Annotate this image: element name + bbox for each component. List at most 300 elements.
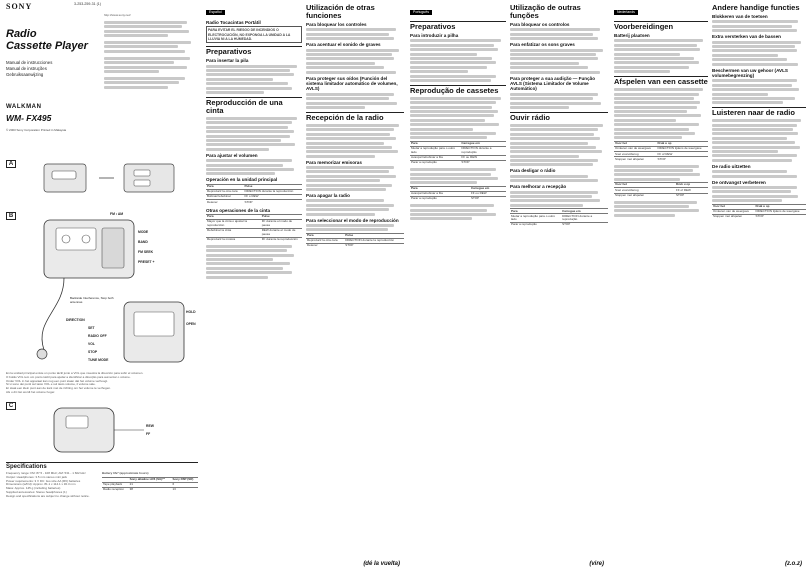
text-line bbox=[306, 93, 394, 96]
text-line bbox=[614, 44, 697, 47]
nl-voorbereidingen: Voorbereidingen bbox=[614, 21, 708, 31]
title-line-1: Radio bbox=[6, 28, 37, 40]
text-line bbox=[614, 101, 700, 104]
table-row bbox=[510, 223, 608, 228]
table-cell: DIRECTION durante a reprodução bbox=[561, 214, 608, 223]
table-cell: DIRECTION durante la reproducción bbox=[243, 189, 302, 194]
text-line bbox=[306, 204, 394, 207]
text-line bbox=[410, 70, 468, 73]
text-line bbox=[510, 128, 598, 131]
text-line bbox=[510, 97, 593, 100]
text-line bbox=[206, 276, 268, 279]
text-line bbox=[104, 45, 178, 48]
es-sub-apagar: Para apagar la radio bbox=[306, 193, 350, 199]
text-line bbox=[614, 214, 675, 217]
pt-sub-graves: Para enfatizar os sons graves bbox=[510, 42, 575, 48]
portuguese-column-2 bbox=[510, 0, 608, 571]
table-cell: 13 bbox=[171, 488, 198, 493]
nl-op-table-2 bbox=[614, 182, 708, 198]
table-cell: FF of REW bbox=[675, 188, 708, 193]
es-sub-avls: Para proteger sus oídos (Función del sistema limitador automático de volumen, AVLS) bbox=[306, 75, 398, 92]
es-sub-vol: Para ajustar el volumen bbox=[206, 152, 258, 158]
table-cell: FF ou REW bbox=[470, 191, 506, 196]
text-line bbox=[206, 135, 290, 138]
text-line bbox=[614, 93, 699, 96]
text-line bbox=[510, 57, 598, 60]
text-line bbox=[510, 133, 594, 136]
table-cell: Reproducir la otra cara bbox=[206, 189, 243, 194]
text-line bbox=[614, 128, 689, 131]
table-header: Carregue em bbox=[561, 209, 608, 214]
text-line bbox=[206, 271, 292, 274]
text-line bbox=[206, 87, 292, 90]
text-line bbox=[712, 175, 797, 178]
text-line bbox=[306, 137, 396, 140]
text-line bbox=[206, 258, 273, 261]
pt-sub-avls: Para proteger a sua audição — Função AVLS (Sistema Limitador de Volume Automático) bbox=[510, 75, 596, 92]
es-sub-memo2: Para seleccionar el modo de reproducción bbox=[306, 217, 399, 223]
label-rew: REW bbox=[146, 424, 154, 428]
label-hold: HOLD bbox=[186, 310, 196, 314]
text-line bbox=[104, 81, 179, 84]
text-line bbox=[206, 148, 269, 151]
text-line bbox=[410, 110, 498, 113]
table-cell: 21 bbox=[129, 482, 172, 487]
text-line bbox=[410, 123, 499, 126]
pt-mode-table bbox=[510, 208, 608, 227]
table-header: Para bbox=[306, 233, 344, 238]
text-line bbox=[614, 53, 680, 56]
table-cell: STOP bbox=[675, 193, 708, 198]
label-band: BAND bbox=[138, 240, 148, 244]
label-ff: FF bbox=[146, 432, 151, 436]
dutch-column-2 bbox=[712, 0, 806, 571]
nl-sub-avls: Beschermen van uw gehoor (AVLS volumebegrenzing) bbox=[712, 67, 788, 78]
text-line bbox=[712, 186, 797, 189]
label-backside: Backside Interference, Stop both antennas bbox=[70, 296, 114, 304]
text-line bbox=[104, 66, 187, 69]
text-line bbox=[510, 49, 603, 52]
text-line bbox=[206, 164, 283, 167]
text-line bbox=[206, 168, 294, 171]
text-line bbox=[712, 79, 797, 82]
text-line bbox=[614, 88, 703, 91]
text-line bbox=[104, 86, 168, 89]
text-line bbox=[410, 61, 496, 64]
text-line bbox=[306, 228, 388, 231]
text-line bbox=[510, 146, 596, 149]
text-line bbox=[206, 121, 292, 124]
text-line bbox=[410, 44, 494, 47]
nl-sub-extra: Extra versterken van de bassen bbox=[712, 34, 781, 40]
es-turn-over: (dé la vuelta) bbox=[363, 561, 400, 567]
text-line bbox=[410, 75, 496, 78]
title-line-2: Cassette Player bbox=[6, 40, 88, 52]
text-line bbox=[306, 102, 397, 105]
text-line bbox=[306, 179, 380, 182]
text-line bbox=[712, 97, 795, 100]
table-cell: STOP bbox=[657, 157, 708, 162]
text-line bbox=[410, 106, 492, 109]
text-line bbox=[510, 28, 600, 31]
table-row bbox=[712, 214, 806, 219]
text-line bbox=[510, 150, 602, 153]
table-cell: 38 bbox=[129, 488, 172, 493]
text-line bbox=[712, 41, 801, 44]
text-line bbox=[206, 82, 288, 85]
figure-a bbox=[4, 158, 200, 198]
text-line bbox=[712, 195, 798, 198]
nl-andere: Andere handige functies bbox=[712, 3, 800, 12]
text-line bbox=[410, 217, 472, 220]
battery-table bbox=[102, 477, 198, 493]
pt-sub-desligar: Para desligar o rádio bbox=[510, 168, 556, 174]
es-mode-table bbox=[306, 233, 404, 249]
text-line bbox=[410, 177, 498, 180]
table-row bbox=[102, 488, 198, 493]
sony-logo: SONY bbox=[6, 2, 33, 11]
table-cell: Rebobinar la cinta bbox=[206, 228, 261, 237]
table-header: Carregue em bbox=[470, 186, 506, 191]
nl-sub-batterij: Batterij plaatsen bbox=[614, 33, 650, 38]
text-line bbox=[306, 213, 375, 216]
table-cell: Stoppen met afspelen bbox=[712, 214, 755, 219]
es-op-table bbox=[206, 184, 302, 205]
manual-nl: Gebruiksaanwijzing bbox=[6, 72, 44, 77]
portuguese-column-1 bbox=[410, 0, 506, 571]
text-line bbox=[306, 133, 390, 136]
table-cell: FF durante el modo de pausa bbox=[261, 220, 302, 229]
nl-afspelen: Afspelen van een cassette bbox=[614, 77, 708, 87]
text-line bbox=[410, 57, 492, 60]
text-line bbox=[306, 224, 394, 227]
vol-note: Si vi sono dei punti sul tasto VOL e sul tasto volume, il volume sale. bbox=[6, 382, 96, 387]
nl-sub-uit: De radio uitzetten bbox=[712, 163, 751, 169]
specifications bbox=[6, 462, 198, 499]
table-cell: DIRECTION durante la reproducción bbox=[344, 238, 404, 243]
pt-op-table bbox=[410, 141, 506, 165]
spanish-column-2 bbox=[306, 0, 404, 571]
website: http://www.sony.net/ bbox=[104, 13, 131, 17]
table-cell: DIRECTION durante a reprodução bbox=[460, 147, 506, 156]
figure-label-a: A bbox=[6, 160, 16, 168]
label-radio-off: RADIO OFF bbox=[88, 334, 107, 338]
text-line bbox=[104, 50, 185, 53]
specs-title: Specifications bbox=[6, 462, 198, 470]
text-line bbox=[712, 141, 795, 144]
es-preparativos: Preparativos bbox=[206, 46, 302, 56]
text-line bbox=[306, 97, 389, 100]
table-header: Voor het bbox=[712, 204, 755, 209]
cover-right-text bbox=[104, 14, 196, 90]
table-cell: Parar a reprodução bbox=[410, 197, 470, 202]
table-header: Para bbox=[510, 209, 561, 214]
text-line bbox=[614, 114, 701, 117]
label-tune-mode: TUNE MODE bbox=[88, 358, 109, 362]
nl-op-table bbox=[614, 141, 708, 162]
table-header: Para bbox=[410, 141, 460, 146]
cover-column bbox=[4, 0, 200, 571]
text-line bbox=[206, 172, 275, 175]
table-cell: Mudar a reprodução para o outro lado bbox=[510, 214, 561, 223]
player-illustration bbox=[4, 210, 200, 370]
pt-utilizacao: Utilização de outras funções bbox=[510, 3, 581, 20]
table-row bbox=[206, 237, 302, 242]
nl-sub-blokkeren: Blokkeren van de toetsen bbox=[712, 14, 768, 19]
table-header: Voor het bbox=[614, 141, 657, 146]
text-line bbox=[104, 30, 189, 33]
table-cell: FF of REW bbox=[657, 152, 708, 157]
text-line bbox=[104, 41, 191, 44]
text-line bbox=[712, 154, 797, 157]
vol-note: Er staat een klein punt aan de kant met de richting om het volume te verhogen. bbox=[6, 386, 111, 391]
text-line bbox=[306, 155, 375, 158]
text-line bbox=[206, 249, 287, 252]
text-line bbox=[712, 63, 798, 66]
label-open: OPEN bbox=[186, 322, 196, 326]
table-header: Pulse bbox=[261, 214, 302, 219]
text-line bbox=[510, 155, 579, 158]
table-cell: Snel vooruit/terug bbox=[614, 152, 657, 157]
text-line bbox=[206, 245, 292, 248]
text-line bbox=[510, 137, 600, 140]
text-line bbox=[410, 97, 501, 100]
text-line bbox=[614, 136, 682, 139]
text-line bbox=[104, 21, 187, 24]
pt-op-table-2 bbox=[410, 186, 506, 202]
footer-note: Design and specifications are subject to change without notice. bbox=[6, 494, 90, 499]
nl-mode-table bbox=[712, 204, 806, 220]
table-cell: 6 bbox=[171, 482, 198, 487]
vol-note: Als u dit ziet wordt het volume hoger. bbox=[6, 389, 56, 394]
battery-table-header: Sony R6P (SR) bbox=[171, 477, 198, 482]
table-header: Druk u op bbox=[675, 183, 708, 188]
text-line bbox=[410, 136, 487, 139]
text-line bbox=[614, 205, 689, 208]
text-line bbox=[510, 191, 598, 194]
model-code: 3-253-259-31 (1) bbox=[74, 2, 101, 6]
text-line bbox=[510, 195, 592, 198]
table-cell: Parar a reprodução bbox=[410, 160, 460, 165]
pt-turn-over: (vire) bbox=[589, 561, 604, 567]
text-line bbox=[206, 139, 281, 142]
text-line bbox=[510, 62, 579, 65]
text-line bbox=[712, 25, 792, 28]
table-row bbox=[510, 214, 608, 223]
lang-tab-nl: Nederlands bbox=[614, 10, 638, 15]
text-line bbox=[206, 65, 297, 68]
nl-turn-over: (z.o.z) bbox=[785, 561, 802, 567]
text-line bbox=[206, 126, 288, 129]
text-line bbox=[306, 184, 392, 187]
manual-pt: Manual de instruções bbox=[6, 66, 47, 71]
text-line bbox=[614, 201, 697, 204]
text-line bbox=[712, 49, 797, 52]
text-line bbox=[306, 62, 375, 65]
text-line bbox=[306, 142, 384, 145]
text-line bbox=[410, 79, 491, 82]
spec-item: Power requirements: 3 V DC: two size AA (R6) batteries bbox=[6, 478, 81, 483]
text-line bbox=[410, 213, 496, 216]
table-cell: Radio reception bbox=[102, 488, 129, 493]
text-line bbox=[410, 173, 491, 176]
text-line bbox=[306, 53, 392, 56]
spec-item: Dimensions (w/h/d): Approx. 81.1 x 114.1 x 30.3 mm bbox=[6, 482, 76, 487]
text-line bbox=[614, 48, 700, 51]
text-line bbox=[410, 204, 494, 207]
spec-item: Supplied accessories: Stereo headphones (1) bbox=[6, 489, 67, 494]
table-cell: Snel vooruit/terug bbox=[614, 188, 675, 193]
text-line bbox=[410, 39, 501, 42]
table-cell: Parar a reprodução bbox=[510, 223, 561, 228]
spec-item: Mass: Approx. 145 g (including batteries) bbox=[6, 486, 61, 491]
text-line bbox=[614, 106, 697, 109]
text-line bbox=[510, 124, 603, 127]
lang-tab-es: Español bbox=[206, 10, 225, 15]
text-line bbox=[306, 49, 399, 52]
text-line bbox=[712, 84, 792, 87]
table-cell: STOP bbox=[561, 223, 608, 228]
text-line bbox=[712, 124, 797, 127]
text-line bbox=[306, 33, 389, 36]
text-line bbox=[510, 204, 583, 207]
table-header: Pulse bbox=[344, 233, 404, 238]
text-line bbox=[712, 150, 778, 153]
battery-table-title: Battery life* (approximate hours) bbox=[102, 471, 149, 475]
table-cell: REW durante el modo de pausa bbox=[261, 228, 302, 237]
battery-illustration bbox=[4, 158, 200, 198]
es-sub-hold: Para bloquear los controles bbox=[306, 22, 367, 27]
es-sub-memorizar: Para memorizar emisoras bbox=[306, 159, 362, 165]
figure-label-c: C bbox=[6, 402, 16, 410]
es-utilizacion: Utilización de otras funciones bbox=[306, 3, 375, 20]
text-line bbox=[410, 132, 496, 135]
table-cell: Avançar/rebobinar a fita bbox=[410, 191, 470, 196]
text-line bbox=[712, 20, 798, 23]
text-line bbox=[410, 119, 485, 122]
table-header: Para bbox=[206, 184, 243, 189]
es-sub-otras: Otras operaciones de la cinta bbox=[206, 207, 271, 213]
vol-note: Onder VOL in het apparaat kan nog een punt staan dat het volume verhoogt. bbox=[6, 378, 108, 383]
text-line bbox=[410, 48, 498, 51]
table-header: Voor het bbox=[614, 183, 675, 188]
text-line bbox=[306, 188, 386, 191]
text-line bbox=[712, 190, 791, 193]
table-cell: DIRECTION tijdens de weergave bbox=[657, 147, 708, 152]
manual-list bbox=[6, 60, 52, 78]
text-line bbox=[306, 199, 384, 202]
text-line bbox=[510, 66, 588, 69]
text-line bbox=[306, 28, 396, 31]
copyright: © 2003 Sony Corporation Printed in Malaysia bbox=[6, 128, 67, 132]
table-row bbox=[410, 197, 506, 202]
table-header: Druk u op bbox=[755, 204, 806, 209]
table-row bbox=[206, 228, 302, 237]
text-line bbox=[306, 175, 396, 178]
pt-sub-melhorar: Para melhorar a recepção bbox=[510, 184, 567, 190]
text-line bbox=[306, 37, 394, 40]
text-line bbox=[410, 181, 477, 184]
text-line bbox=[104, 34, 168, 37]
text-line bbox=[712, 54, 778, 57]
text-line bbox=[712, 170, 787, 173]
text-line bbox=[306, 150, 398, 153]
text-line bbox=[614, 132, 695, 135]
table-header: Druk u op bbox=[657, 141, 708, 146]
text-line bbox=[712, 88, 799, 91]
text-line bbox=[614, 119, 676, 122]
table-cell: Mudar a reprodução para o outro lado bbox=[410, 147, 460, 156]
table-row bbox=[410, 160, 506, 165]
text-line bbox=[206, 91, 264, 94]
text-line bbox=[712, 132, 798, 135]
text-line bbox=[712, 101, 783, 104]
text-line bbox=[306, 57, 394, 60]
table-cell: STOP bbox=[243, 200, 302, 205]
text-line bbox=[712, 199, 782, 202]
text-line bbox=[510, 93, 598, 96]
label-stop: STOP bbox=[88, 350, 98, 354]
es-header: Radio Tocacintas Portátil bbox=[206, 20, 261, 25]
table-cell: STOP bbox=[344, 244, 404, 249]
table-cell: Reproducir la otra cara bbox=[306, 238, 344, 243]
text-line bbox=[410, 101, 496, 104]
spanish-column-1 bbox=[206, 0, 302, 571]
vol-note: En la unidad principal existe un punto táctil junto a VOL que muestra la dirección para subir el volumen. bbox=[6, 371, 144, 375]
text-line bbox=[410, 209, 487, 212]
table-header: Carregue em bbox=[460, 141, 506, 146]
text-line bbox=[510, 142, 588, 145]
text-line bbox=[510, 33, 593, 36]
text-line bbox=[410, 114, 494, 117]
text-line bbox=[712, 45, 795, 48]
spec-item: Frequency range: FM: 87.5 - 108 MHz; AM: 531 - 1 602 kHz bbox=[6, 471, 86, 475]
text-line bbox=[614, 178, 680, 181]
table-cell: Omkeren van de weergave bbox=[712, 209, 755, 214]
text-line bbox=[206, 254, 294, 257]
table-cell: Reproducir la música bbox=[206, 237, 261, 242]
figure-c bbox=[4, 400, 200, 460]
text-line bbox=[306, 128, 394, 131]
es-sub-graves: Para acentuar el sonido de graves bbox=[306, 42, 381, 48]
text-line bbox=[306, 170, 389, 173]
figure-label-b: B bbox=[6, 212, 16, 220]
text-line bbox=[410, 66, 487, 69]
text-line bbox=[614, 39, 703, 42]
table-row bbox=[206, 200, 302, 205]
text-line bbox=[206, 267, 283, 270]
pt-preparativos: Preparativos bbox=[410, 21, 506, 31]
text-line bbox=[614, 66, 689, 69]
text-line bbox=[206, 143, 295, 146]
text-line bbox=[306, 71, 396, 74]
text-line bbox=[306, 66, 384, 69]
pt-radio: Ouvir rádio bbox=[510, 112, 608, 122]
pt-reproducao: Reprodução de cassetes bbox=[410, 85, 506, 95]
text-line bbox=[206, 130, 294, 133]
text-line bbox=[614, 70, 670, 73]
hold-illustration bbox=[4, 400, 200, 460]
text-line bbox=[306, 146, 392, 149]
text-line bbox=[614, 57, 694, 60]
battery-table-header: Sony alkaline LR6 (SG)** bbox=[129, 477, 172, 482]
nl-sub-ontvangst: De ontvangst verbeteren bbox=[712, 179, 766, 185]
es-warning: PARA EVITAR EL RIESGO DE INCENDIOS O ELECTROCUCIÓN, NO EXPONGA LA UNIDAD A LA LLUVIA NI A LA HUMEDAD. bbox=[206, 26, 302, 43]
text-line bbox=[712, 137, 787, 140]
table-header: Para bbox=[206, 214, 261, 219]
table-cell: Tape playback bbox=[102, 482, 129, 487]
manual-es: Manual de instrucciones bbox=[6, 60, 53, 65]
